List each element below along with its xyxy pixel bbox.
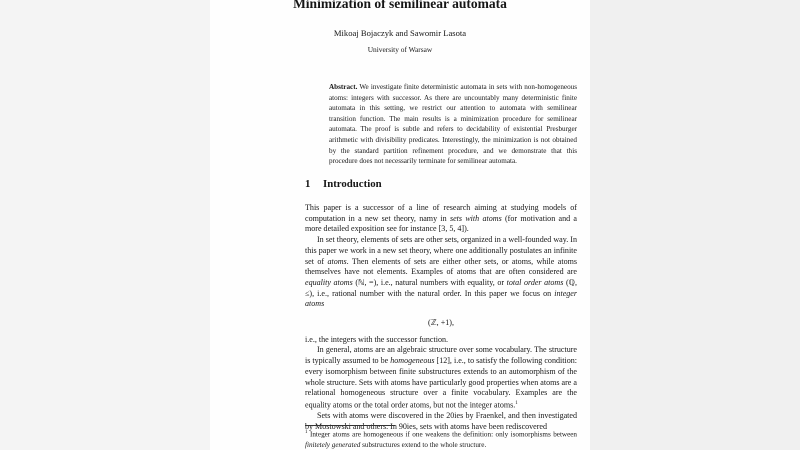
paper-authors: Mikoaj Bojaczyk and Sawomir Lasota <box>333 28 467 38</box>
right-margin-background <box>590 0 800 450</box>
paper-page <box>210 0 590 450</box>
section-body <box>305 203 577 433</box>
section-number: 1 <box>305 178 311 190</box>
paper-affiliation: University of Warsaw <box>367 45 433 54</box>
paragraph: In general, atoms are an algebraic structure over some vocabulary. The structure is typically assumed to be homogeneous [12], i.e., to satisfy the following condition: every isomorphism between finite substructures extends to an automorphism of the whole structure. Sets with atoms have particularly good properties when atoms are a relational homogeneous structure over a finite vocabulary. Examples are the equality atoms or the total order atoms, but not the integer atoms.$^1$ <box>305 345 577 410</box>
section-title: Introduction <box>323 178 382 190</box>
paragraph: This paper is a successor of a line of research aiming at studying models of computation in a new set theory, namy in sets with atoms (for motivation and a more detailed exposition see for instance [3, 5, 4]). <box>305 203 577 234</box>
paragraph: In set theory, elements of sets are other sets, organized in a well-founded way. In this paper we work in a new set theory, where one additionally postulates an infinite set of atoms. Then elements of sets are either other sets, or atoms, while atoms themselves have not elements. Examples of atoms that are often considered are equality atoms (ℕ, =), i.e., natural numbers with equality, or total order atoms (ℚ, ≤), i.e., rational number with the natural order. In this paper we focus on integer atoms <box>305 235 577 309</box>
footnote-rule <box>305 425 395 426</box>
abstract-text: We investigate finite deterministic automata in sets with non-homogeneous atoms: integers with successor. As there are uncountably many deterministic finite automata in this setting, we restrict our attention to automata with semilinear transition function. The main results is a minimization procedure for semilinear automata. The proof is subtle and refers to decidability of existential Presburger arithmetic with divisibility predicates. Interestingly, the minimization is not obtained by the standard partition refinement procedure, and we demonstrate that this procedure does not necessarily terminate for semilinear automata. <box>329 83 577 166</box>
footnote: $^1$ Integer atoms are homogeneous if one weakens the definition: only isomorphisms between finitetely generated substructures extend to the whole structure. <box>305 430 577 449</box>
section-heading <box>305 178 382 190</box>
footnote-mark: 1 <box>305 430 308 435</box>
footnote-marker[interactable]: 1 <box>515 400 518 406</box>
paragraph: i.e., the integers with the successor function. <box>305 334 449 344</box>
paper-title: Minimization of semilinear automata <box>293 0 507 11</box>
abstract <box>329 82 577 167</box>
left-margin-background <box>0 0 210 450</box>
paragraph: Sets with atoms were discovered in the 20ies by Fraenkel, and then investigated by Mostowski and others. In 90ies, sets with atoms have been rediscovered <box>305 411 577 432</box>
abstract-label: Abstract. <box>329 83 358 91</box>
equation: (ℤ, +1), <box>428 318 454 328</box>
